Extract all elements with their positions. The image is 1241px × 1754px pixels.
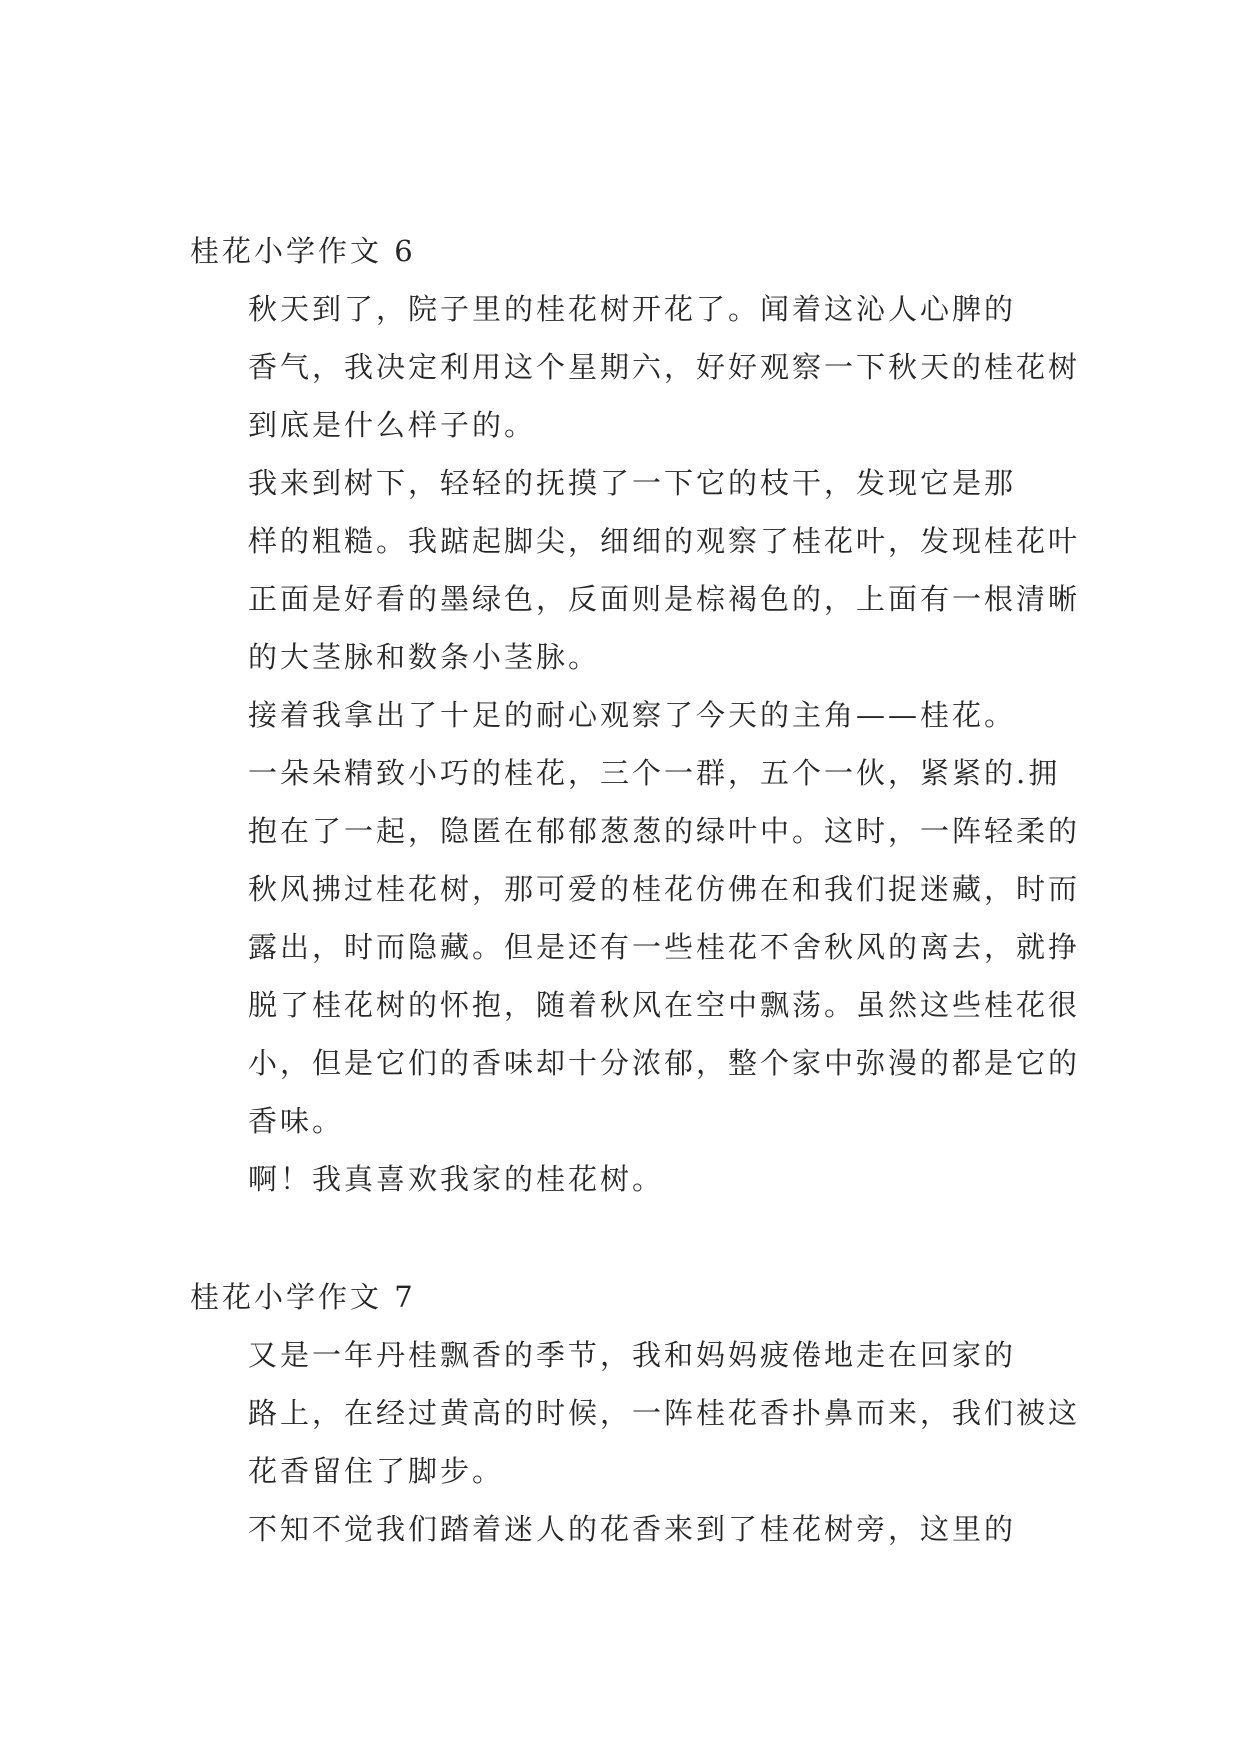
text-line: 的大茎脉和数条小茎脉。 <box>248 640 601 674</box>
text-line: 露出，时而隐藏。但是还有一些桂花不舍秋风的离去，就挣 <box>248 930 1081 964</box>
paragraph <box>190 1326 1081 1500</box>
essay-title: 桂花小学作文 6 <box>190 234 416 268</box>
text-line: 到底是什么样子的。 <box>248 408 537 442</box>
text-line: 不知不觉我们踏着迷人的花香来到了桂花树旁，这里的 <box>248 1512 1017 1546</box>
text-line: 脱了桂花树的怀抱，随着秋风在空中飘荡。虽然这些桂花很 <box>248 988 1081 1022</box>
text-line: 啊！我真喜欢我家的桂花树。 <box>248 1162 665 1196</box>
essay-section-6 <box>190 222 1081 1208</box>
paragraph <box>190 454 1081 686</box>
text-line: 香味。 <box>248 1104 345 1138</box>
text-line: 秋风拂过桂花树，那可爱的桂花仿佛在和我们捉迷藏，时而 <box>248 872 1081 906</box>
text-line: 秋天到了，院子里的桂花树开花了。闻着这沁人心脾的 <box>248 292 1017 326</box>
paragraph <box>190 280 1081 454</box>
text-line: 香气，我决定利用这个星期六，好好观察一下秋天的桂花树 <box>248 350 1081 384</box>
text-line: 样的粗糙。我踮起脚尖，细细的观察了桂花叶，发现桂花叶 <box>248 524 1081 558</box>
text-line: 接着我拿出了十足的耐心观察了今天的主角——桂花。 <box>248 698 1017 732</box>
text-line: 又是一年丹桂飘香的季节，我和妈妈疲倦地走在回家的 <box>248 1338 1017 1372</box>
text-line: 抱在了一起，隐匿在郁郁葱葱的绿叶中。这时，一阵轻柔的 <box>248 814 1081 848</box>
text-line: 一朵朵精致小巧的桂花，三个一群，五个一伙，紧紧的.拥 <box>248 756 1061 790</box>
paragraph <box>190 1500 1075 1558</box>
text-line: 路上，在经过黄高的时候，一阵桂花香扑鼻而来，我们被这 <box>248 1396 1081 1430</box>
text-line: 我来到树下，轻轻的抚摸了一下它的枝干，发现它是那 <box>248 466 1017 500</box>
text-line: 小，但是它们的香味却十分浓郁，整个家中弥漫的都是它的 <box>248 1046 1081 1080</box>
paragraph <box>190 686 1081 1150</box>
essay-title: 桂花小学作文 7 <box>190 1280 416 1314</box>
document-content <box>190 222 1081 1558</box>
text-line: 花香留住了脚步。 <box>248 1454 505 1488</box>
essay-section-7 <box>190 1268 1081 1558</box>
text-line: 正面是好看的墨绿色，反面则是棕褐色的，上面有一根清晰 <box>248 582 1081 616</box>
paragraph <box>190 1150 1075 1208</box>
